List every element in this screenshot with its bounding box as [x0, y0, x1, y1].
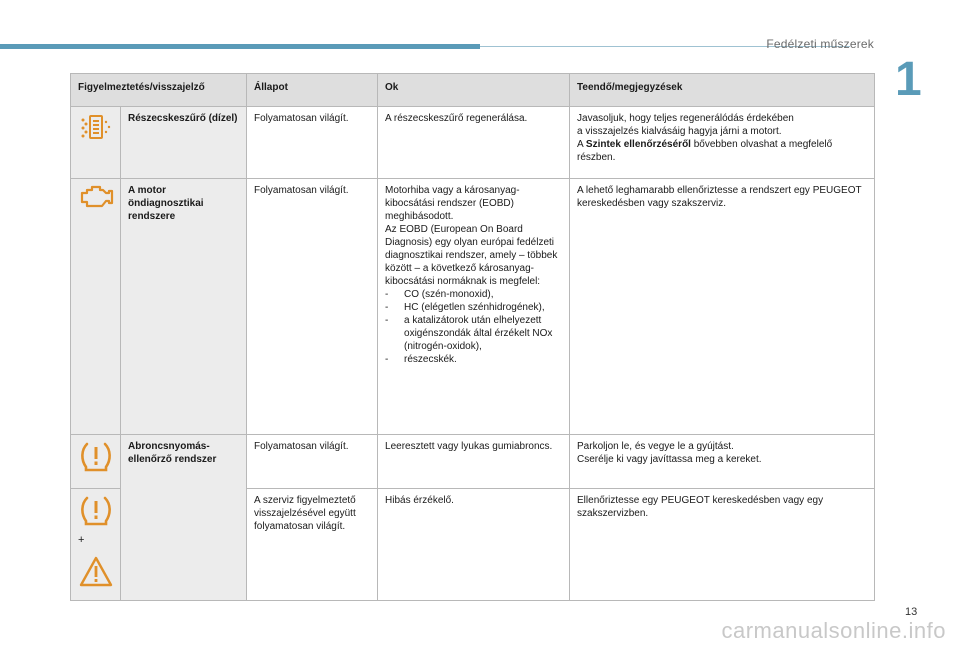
page-number: 13 [905, 606, 918, 618]
state-text: Folyamatosan világít. [247, 435, 378, 489]
icon-cell [71, 489, 121, 601]
warning-triangle-icon [78, 555, 114, 589]
state-text: Folyamatosan világít. [247, 179, 378, 435]
list-item-text: CO (szén-monoxid), [404, 289, 494, 300]
list-item: - HC (elégetlen szénhidrogének), [385, 302, 545, 313]
indicator-name: A motor öndiagnosztikai rendszere [121, 179, 247, 435]
chapter-number: 1 [895, 53, 922, 106]
table-row [71, 107, 875, 179]
action-line: Javasoljuk, hogy teljes regenerálódás érdekében [577, 113, 794, 124]
action-text [570, 435, 875, 489]
action-text-part: bővebben olvashat a megfelelő részben. [577, 139, 833, 163]
indicator-name: Abroncsnyomás-ellenőrző rendszer [121, 435, 247, 601]
table-row [71, 435, 875, 489]
cause-text: Hibás érzékelő. [378, 489, 570, 601]
action-line: a visszajelzés kialvásáig hagyja járni a motort. [577, 126, 782, 137]
cause-text: Leeresztett vagy lyukas gumiabroncs. [378, 435, 570, 489]
table-row [71, 179, 875, 435]
list-item: - részecskék. [385, 354, 457, 365]
plus-sign: + [78, 534, 85, 546]
column-header-action: Teendő/megjegyzések [570, 74, 875, 107]
column-header-indicator: Figyelmeztetés/visszajelző [71, 74, 247, 107]
state-text: A szerviz figyelmeztető visszajelzésével együtt folyamatosan világít. [247, 489, 378, 601]
column-header-cause: Ok [378, 74, 570, 107]
header-accent-bar [0, 44, 480, 49]
particle-filter-icon [79, 112, 113, 142]
warning-lights-table [70, 73, 875, 601]
list-item: - a katalizátorok után elhelyezett oxigénszondák által érzékelt NOx (nitrogén-oxidok), [385, 315, 553, 352]
cause-paragraph: Motorhiba vagy a károsanyag-kibocsátási rendszer (EOBD) meghibásodott. [385, 185, 520, 222]
action-line: Parkoljon le, és vegye le a gyújtást. [577, 441, 734, 452]
section-title: Fedélzeti műszerek [766, 37, 874, 51]
list-item-text: a katalizátorok után elhelyezett oxigénszondák által érzékelt NOx (nitrogén-oxidok), [404, 315, 553, 352]
cause-text [378, 179, 570, 435]
action-text: A lehető leghamarabb ellenőriztesse a rendszert egy PEUGEOT kereskedésben vagy szakszerviz. [570, 179, 875, 435]
indicator-name: Részecskeszűrő (dízel) [121, 107, 247, 179]
list-item-text: részecskék. [404, 354, 457, 365]
cause-text: A részecskeszűrő regenerálása. [378, 107, 570, 179]
tyre-pressure-icon [79, 494, 113, 528]
action-text-part: A [577, 139, 586, 150]
state-text: Folyamatosan világít. [247, 107, 378, 179]
action-line [577, 138, 867, 164]
watermark: carmanualsonline.info [721, 618, 946, 643]
list-item: - CO (szén-monoxid), [385, 289, 494, 300]
cause-paragraph: Az EOBD (European On Board Diagnosis) egy olyan európai fedélzeti diagnosztikai rendszer, amely – többek között – a következő károsanyag-kibocsátási normáknak is megfelel: [385, 224, 558, 287]
column-header-state: Állapot [247, 74, 378, 107]
engine-icon [78, 184, 114, 210]
list-item-text: HC (elégetlen szénhidrogének), [404, 302, 545, 313]
action-text: Ellenőriztesse egy PEUGEOT kereskedésben vagy egy szakszervizben. [570, 489, 875, 601]
icon-cell [71, 107, 121, 179]
icon-cell [71, 435, 121, 489]
action-text [570, 107, 875, 179]
icon-cell [71, 179, 121, 435]
action-line: Cserélje ki vagy javíttassa meg a kereket. [577, 454, 762, 465]
table-header-row [71, 74, 875, 107]
tyre-pressure-icon [79, 440, 113, 474]
reference-link-text: Szintek ellenőrzéséről [585, 139, 691, 150]
